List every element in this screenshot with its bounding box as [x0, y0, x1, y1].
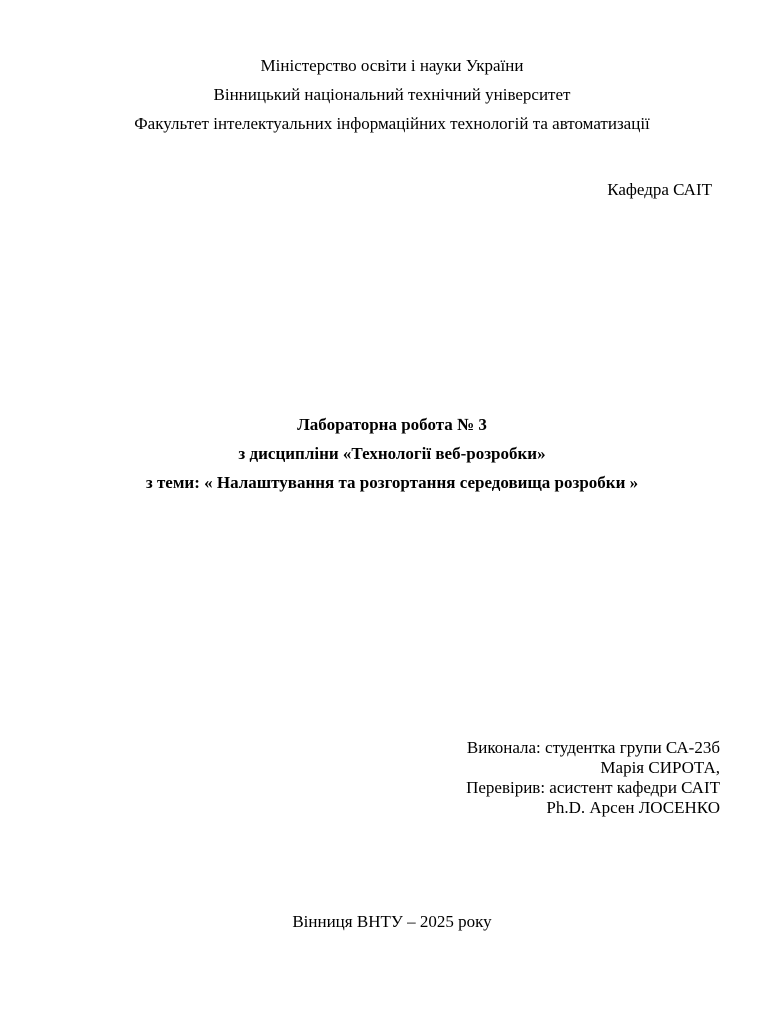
department-line: Кафедра САІТ [607, 180, 712, 199]
work-title: Лабораторна робота № 3 [297, 415, 487, 434]
student-name: Марія СИРОТА, [600, 758, 720, 777]
ministry-line: Міністерство освіти і науки України [260, 56, 524, 75]
discipline-line: з дисципліни «Технології веб-розробки» [238, 444, 546, 463]
checked-line: Перевірив: асистент кафедри САІТ [466, 778, 720, 797]
city-year-line: Вінниця ВНТУ – 2025 року [292, 912, 492, 931]
university-line: Вінницький національний технічний університет [213, 85, 571, 104]
faculty-line: Факультет інтелектуальних інформаційних технологій та автоматизації [134, 114, 650, 133]
performed-line: Виконала: студентка групи СА-23б [466, 738, 720, 757]
authors-block [466, 738, 720, 818]
topic-line: з теми: « Налаштування та розгортання середовища розробки » [145, 473, 639, 492]
teacher-name: Ph.D. Арсен ЛОСЕНКО [546, 798, 720, 817]
